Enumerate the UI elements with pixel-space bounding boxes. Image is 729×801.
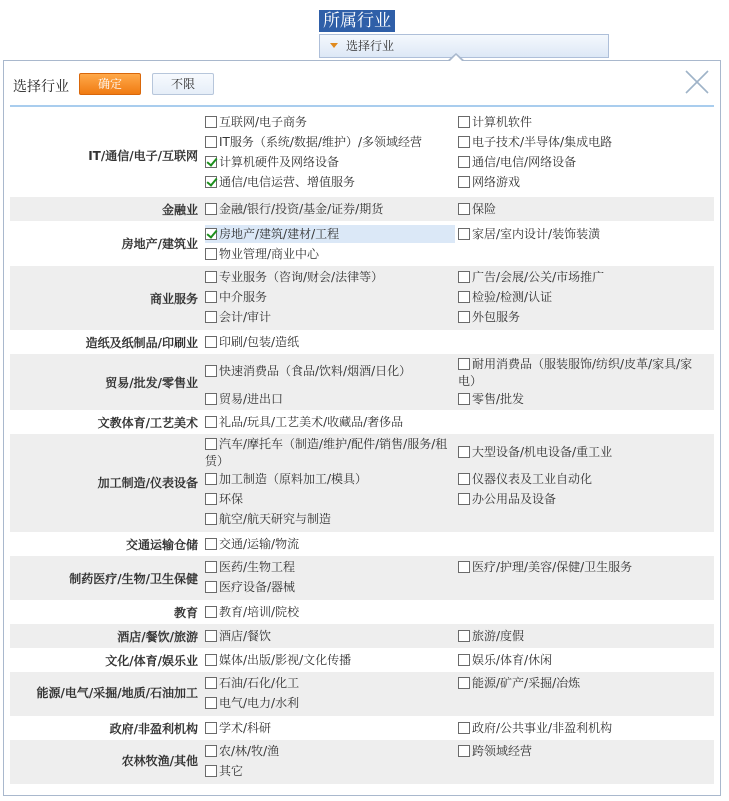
- industry-option[interactable]: [205, 762, 455, 780]
- category-row: [10, 624, 714, 648]
- industry-option[interactable]: [205, 535, 455, 553]
- checkbox-icon[interactable]: [458, 745, 470, 757]
- category-label: 教育: [173, 606, 198, 620]
- industry-option[interactable]: [458, 443, 710, 461]
- industry-option[interactable]: [458, 308, 710, 326]
- checkbox-icon[interactable]: [205, 538, 217, 550]
- industry-option-label: 互联网/电子商务: [219, 115, 308, 129]
- industry-option-label: 媒体/出版/影视/文化传播: [219, 653, 352, 667]
- category-row: [10, 330, 714, 354]
- checkbox-icon[interactable]: [205, 291, 217, 303]
- industry-option[interactable]: [458, 288, 710, 306]
- category-label: 交通运输仓储: [125, 538, 198, 552]
- header-divider: [10, 105, 714, 107]
- category-label: 制药医疗/生物/卫生保健: [69, 572, 198, 586]
- industry-option-label: 农/林/牧/渔: [219, 744, 280, 758]
- industry-option-label: 专业服务（咨询/财会/法律等）: [219, 270, 384, 284]
- checkbox-icon[interactable]: [205, 116, 217, 128]
- industry-option[interactable]: [205, 413, 455, 431]
- industry-option[interactable]: [205, 742, 455, 760]
- checkbox-icon[interactable]: [458, 446, 470, 458]
- industry-option-label: 零售/批发: [472, 392, 525, 406]
- checkbox-icon[interactable]: [205, 311, 217, 323]
- industry-option-label: 快速消费品（食品/饮料/烟酒/日化）: [219, 364, 412, 378]
- checkbox-icon[interactable]: [458, 561, 470, 573]
- industry-option-label: 外包服务: [472, 310, 521, 324]
- checkbox-icon[interactable]: [458, 630, 470, 642]
- industry-option[interactable]: [458, 558, 710, 576]
- checkbox-icon[interactable]: [458, 228, 470, 240]
- category-label: 金融业: [161, 203, 198, 217]
- checkbox-icon[interactable]: [458, 311, 470, 323]
- category-label: 酒店/餐饮/旅游: [117, 630, 198, 644]
- industry-option[interactable]: [205, 288, 455, 306]
- no-limit-button[interactable]: 不限: [152, 73, 214, 95]
- checkbox-icon[interactable]: [205, 336, 217, 348]
- industry-option[interactable]: [205, 719, 455, 737]
- industry-option[interactable]: [458, 173, 710, 191]
- category-label: 贸易/批发/零售业: [105, 376, 198, 390]
- industry-option[interactable]: [205, 390, 455, 408]
- industry-option[interactable]: [205, 674, 455, 692]
- industry-option-label: 房地产/建筑/建材/工程: [219, 227, 340, 241]
- industry-option[interactable]: [205, 558, 455, 576]
- industry-option[interactable]: [205, 133, 455, 151]
- industry-select-label: 选择行业: [346, 39, 395, 53]
- industry-option[interactable]: [205, 200, 455, 218]
- checkbox-icon[interactable]: [205, 581, 217, 593]
- checkbox-icon[interactable]: [205, 561, 217, 573]
- checkbox-icon[interactable]: [205, 745, 217, 757]
- popup-title: 选择行业: [13, 79, 69, 95]
- checkbox-icon[interactable]: [458, 176, 470, 188]
- industry-option-label: 电气/电力/水利: [219, 696, 300, 710]
- category-row: [10, 223, 714, 265]
- industry-option[interactable]: [205, 627, 455, 645]
- industry-option[interactable]: [205, 578, 455, 596]
- industry-option-label: 会计/审计: [219, 310, 272, 324]
- industry-option-label: 其它: [219, 764, 244, 778]
- industry-option-label: 计算机硬件及网络设备: [219, 155, 340, 169]
- industry-option-label: 交通/运输/物流: [219, 537, 300, 551]
- industry-option[interactable]: [458, 356, 710, 390]
- industry-option[interactable]: [205, 113, 455, 131]
- checkbox-icon[interactable]: [458, 136, 470, 148]
- category-row: [10, 648, 714, 672]
- checkbox-icon[interactable]: [205, 271, 217, 283]
- industry-option-label: 计算机软件: [472, 115, 533, 129]
- industry-option-label: 加工制造（原料加工/模具）: [219, 472, 368, 486]
- industry-option-label: IT服务（系统/数据/维护）/多领域经营: [219, 135, 422, 149]
- close-icon[interactable]: [684, 69, 710, 95]
- category-label: IT/通信/电子/互联网: [88, 149, 198, 163]
- industry-option[interactable]: [458, 268, 710, 286]
- industry-option[interactable]: [458, 153, 710, 171]
- checkbox-icon[interactable]: [205, 203, 217, 215]
- industry-option[interactable]: [458, 470, 710, 488]
- industry-option-label: 贸易/进出口: [219, 392, 284, 406]
- checkbox-icon[interactable]: [458, 156, 470, 168]
- category-label: 文化/体育/娱乐业: [105, 654, 198, 668]
- industry-option-label: 石油/石化/化工: [219, 676, 300, 690]
- industry-option-label: 中介服务: [219, 290, 268, 304]
- checkbox-checked-icon[interactable]: [205, 228, 217, 240]
- category-row: [10, 434, 714, 532]
- industry-option[interactable]: [458, 113, 710, 131]
- industry-option-label: 医药/生物工程: [219, 560, 296, 574]
- industry-option[interactable]: [205, 245, 455, 263]
- industry-option[interactable]: [458, 719, 710, 737]
- checkbox-icon[interactable]: [458, 291, 470, 303]
- industry-option-label: 电子技术/半导体/集成电路: [472, 135, 613, 149]
- industry-option-label: 仪器仪表及工业自动化: [472, 472, 593, 486]
- industry-option[interactable]: [205, 651, 455, 669]
- category-label: 农林牧渔/其他: [121, 754, 198, 768]
- category-row: [10, 266, 714, 330]
- industry-option-label: 航空/航天研究与制造: [219, 512, 332, 526]
- category-label: 商业服务: [149, 292, 198, 306]
- industry-option-label: 保险: [472, 202, 497, 216]
- checkbox-icon[interactable]: [205, 473, 217, 485]
- industry-option[interactable]: [458, 133, 710, 151]
- industry-option[interactable]: [205, 603, 455, 621]
- industry-option[interactable]: [205, 333, 455, 351]
- industry-option[interactable]: [458, 200, 710, 218]
- industry-option-label: 物业管理/商业中心: [219, 247, 320, 261]
- industry-option[interactable]: [205, 510, 455, 528]
- checkbox-icon[interactable]: [458, 203, 470, 215]
- industry-option-label: 能源/矿产/采掘/冶炼: [472, 676, 581, 690]
- checkbox-checked-icon[interactable]: [205, 156, 217, 168]
- industry-option[interactable]: [205, 436, 455, 470]
- industry-option[interactable]: [205, 225, 455, 243]
- industry-option[interactable]: [205, 308, 455, 326]
- checkbox-icon[interactable]: [458, 493, 470, 505]
- checkbox-icon[interactable]: [205, 630, 217, 642]
- industry-option-label: 家居/室内设计/装饰装潢: [472, 227, 601, 241]
- dropdown-arrow-icon: [330, 43, 338, 48]
- industry-option[interactable]: [458, 390, 710, 408]
- industry-option-label: 检验/检测/认证: [472, 290, 553, 304]
- category-label: 造纸及纸制品/印刷业: [85, 336, 198, 350]
- checkbox-icon[interactable]: [205, 765, 217, 777]
- category-label: 加工制造/仪表设备: [97, 476, 198, 490]
- checkbox-icon[interactable]: [458, 271, 470, 283]
- industry-option-label: 印刷/包装/造纸: [219, 335, 300, 349]
- category-row: [10, 740, 714, 784]
- popup-notch-inner: [449, 55, 463, 62]
- checkbox-icon[interactable]: [205, 677, 217, 689]
- industry-option[interactable]: [205, 173, 455, 191]
- category-row: [10, 197, 714, 221]
- category-label: 能源/电气/采掘/地质/石油加工: [36, 686, 198, 700]
- checkbox-icon[interactable]: [205, 365, 217, 377]
- industry-option-label: 办公用品及设备: [472, 492, 557, 506]
- category-row: [10, 716, 714, 740]
- checkbox-icon[interactable]: [205, 248, 217, 260]
- industry-option-label: 娱乐/体育/休闲: [472, 653, 553, 667]
- industry-option[interactable]: [205, 694, 455, 712]
- industry-option-label: 耐用消费品（服装服饰/纺织/皮革/家具/家电）: [458, 357, 693, 388]
- industry-option[interactable]: [205, 470, 455, 488]
- category-row: [10, 600, 714, 624]
- checkbox-icon[interactable]: [458, 473, 470, 485]
- industry-option[interactable]: [458, 490, 710, 508]
- category-row: [10, 672, 714, 716]
- checkbox-icon[interactable]: [205, 722, 217, 734]
- industry-option[interactable]: [205, 268, 455, 286]
- category-row: [10, 532, 714, 556]
- industry-option-label: 政府/公共事业/非盈利机构: [472, 721, 613, 735]
- checkbox-icon[interactable]: [205, 697, 217, 709]
- industry-option-label: 礼品/玩具/工艺美术/收藏品/奢侈品: [219, 415, 404, 429]
- confirm-button[interactable]: 确定: [79, 73, 141, 95]
- checkbox-icon[interactable]: [458, 654, 470, 666]
- checkbox-icon[interactable]: [205, 493, 217, 505]
- category-row: [10, 354, 714, 410]
- checkbox-icon[interactable]: [205, 513, 217, 525]
- industry-option[interactable]: [205, 153, 455, 171]
- industry-option-label: 汽车/摩托车（制造/维护/配件/销售/服务/租赁）: [205, 437, 448, 468]
- industry-option[interactable]: [458, 651, 710, 669]
- checkbox-icon[interactable]: [205, 438, 217, 450]
- checkbox-icon[interactable]: [205, 393, 217, 405]
- industry-option[interactable]: [458, 742, 710, 760]
- checkbox-icon[interactable]: [458, 393, 470, 405]
- popup-header: [4, 61, 720, 105]
- industry-option-label: 大型设备/机电设备/重工业: [472, 445, 613, 459]
- industry-popup: [3, 60, 721, 796]
- checkbox-icon[interactable]: [205, 416, 217, 428]
- category-label: 文教体育/工艺美术: [97, 416, 198, 430]
- industry-option-label: 环保: [219, 492, 244, 506]
- checkbox-icon[interactable]: [458, 116, 470, 128]
- industry-option-label: 医疗设备/器械: [219, 580, 296, 594]
- checkbox-checked-icon[interactable]: [205, 176, 217, 188]
- industry-option[interactable]: [458, 225, 710, 243]
- checkbox-icon[interactable]: [205, 606, 217, 618]
- industry-option-label: 医疗/护理/美容/保健/卫生服务: [472, 560, 633, 574]
- category-label: 房地产/建筑业: [121, 237, 198, 251]
- checkbox-icon[interactable]: [458, 358, 470, 370]
- category-row: [10, 111, 714, 199]
- industry-option-label: 酒店/餐饮: [219, 629, 272, 643]
- industry-option-label: 学术/科研: [219, 721, 272, 735]
- checkbox-icon[interactable]: [205, 654, 217, 666]
- checkbox-icon[interactable]: [458, 677, 470, 689]
- industry-option[interactable]: [205, 362, 455, 380]
- industry-option-label: 通信/电信/网络设备: [472, 155, 577, 169]
- industry-option-label: 广告/会展/公关/市场推广: [472, 270, 605, 284]
- category-row: [10, 556, 714, 600]
- checkbox-icon[interactable]: [205, 136, 217, 148]
- category-row: [10, 410, 714, 434]
- industry-option-label: 网络游戏: [472, 175, 521, 189]
- industry-option-label: 教育/培训/院校: [219, 605, 300, 619]
- category-label: 政府/非盈利机构: [109, 722, 198, 736]
- industry-option[interactable]: [205, 490, 455, 508]
- industry-option[interactable]: [458, 674, 710, 692]
- industry-option-label: 跨领域经营: [472, 744, 533, 758]
- industry-option-label: 金融/银行/投资/基金/证券/期货: [219, 202, 384, 216]
- checkbox-icon[interactable]: [458, 722, 470, 734]
- industry-option-label: 旅游/度假: [472, 629, 525, 643]
- industry-option-label: 通信/电信运营、增值服务: [219, 175, 356, 189]
- industry-option[interactable]: [458, 627, 710, 645]
- industry-field-title: 所属行业: [319, 10, 395, 32]
